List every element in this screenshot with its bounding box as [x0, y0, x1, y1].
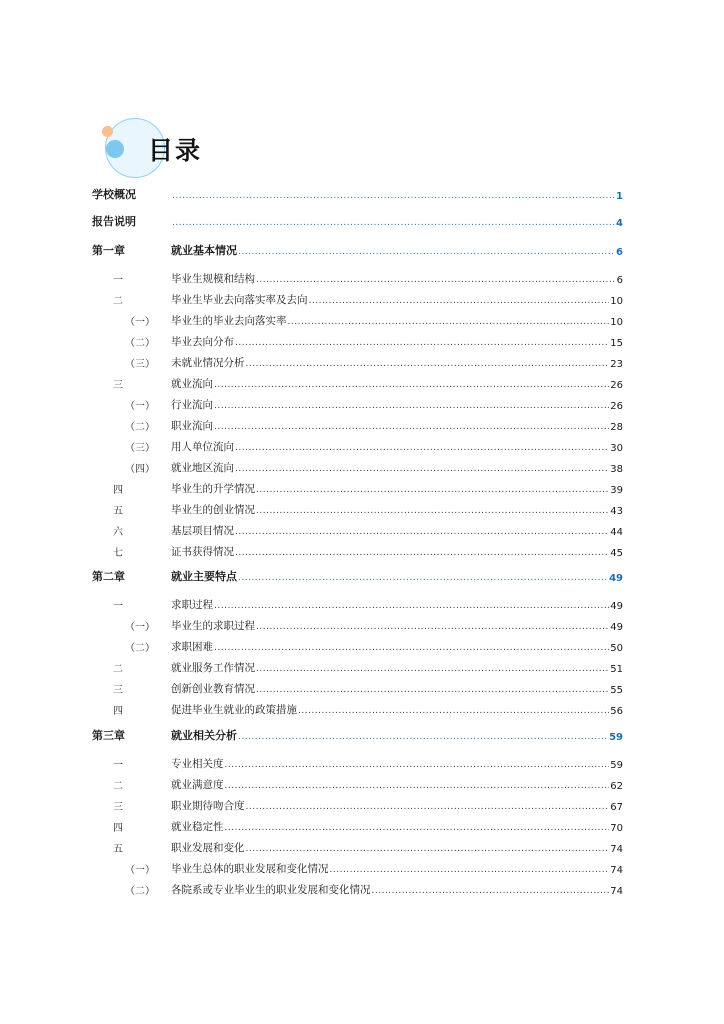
toc-entry[interactable] [92, 839, 623, 855]
toc-entry-body [171, 681, 623, 696]
toc-entry-body [171, 217, 623, 229]
toc-entry-label: 未就业情况分析 [171, 357, 245, 369]
toc-entry-label: 就业基本情况 [171, 244, 237, 257]
toc-entry[interactable] [92, 797, 623, 813]
toc-entry-label: 职业流向 [171, 420, 213, 432]
toc-page-number: 44 [610, 527, 623, 538]
toc-entry-label: 毕业生规模和结构 [171, 273, 255, 285]
toc-page-number: 49 [610, 622, 623, 633]
toc-entry[interactable] [92, 543, 623, 559]
toc-entry-body [171, 840, 623, 855]
toc-entry-label: 基层项目情况 [171, 525, 234, 537]
toc-page-number: 67 [610, 802, 623, 813]
toc-entry-number: （二） [125, 338, 155, 349]
toc-entry-number: 四 [113, 706, 123, 717]
toc-entry-body [171, 271, 623, 286]
toc-entry-label: 证书获得情况 [171, 546, 234, 558]
toc-entry[interactable] [92, 396, 623, 412]
toc-page-number: 26 [610, 380, 623, 391]
toc-page-number: 59 [610, 760, 623, 771]
toc-dot-leader [235, 526, 609, 538]
toc-entry-label: 用人单位流向 [171, 441, 234, 453]
toc-entry-label: 行业流向 [171, 399, 213, 411]
toc-entry-number: 四 [113, 823, 123, 834]
toc-entry-label: 毕业生的升学情况 [171, 483, 255, 495]
toc-entry-body [171, 819, 623, 834]
toc-entry-body [171, 355, 623, 370]
toc-entry-number: 五 [113, 844, 123, 855]
toc-entry[interactable] [92, 596, 623, 612]
toc-entry-label: 职业发展和变化 [171, 842, 245, 854]
toc-entry[interactable] [92, 242, 623, 258]
toc-entry[interactable] [92, 881, 623, 897]
toc-entry[interactable] [92, 860, 623, 876]
toc-page-number: 1 [616, 191, 623, 202]
toc-entry[interactable] [92, 354, 623, 370]
toc-page-number: 10 [610, 317, 623, 328]
toc-page-number: 30 [610, 443, 623, 454]
toc-entry-number: （一） [125, 865, 155, 876]
toc-dot-leader [246, 801, 610, 813]
toc-entry[interactable] [92, 522, 623, 538]
toc-entry-body [171, 882, 623, 897]
toc-dot-leader [214, 421, 609, 433]
toc-entry-body [171, 439, 623, 454]
toc-dot-leader [235, 463, 609, 475]
toc-entry-number: 七 [113, 548, 123, 559]
toc-entry[interactable] [92, 568, 623, 584]
toc-dot-leader [235, 547, 609, 559]
toc-entry-number: （二） [125, 886, 155, 897]
toc-entry-body [171, 292, 623, 307]
toc-page-number: 45 [610, 548, 623, 559]
toc-entry-label: 毕业生毕业去向落实率及去向 [171, 294, 308, 306]
toc-entry-label: 就业满意度 [171, 779, 224, 791]
toc-entry-body [171, 376, 623, 391]
toc-dot-leader [256, 505, 609, 517]
toc-dot-leader [235, 442, 609, 454]
toc-entry-label: 毕业生总体的职业发展和变化情况 [171, 863, 329, 875]
toc-entry[interactable] [92, 312, 623, 328]
toc-entry-number: 第一章 [92, 244, 125, 257]
toc-entry-label: 促进毕业生就业的政策措施 [171, 704, 297, 716]
toc-entry-body [171, 242, 623, 258]
toc-entry-body [171, 568, 623, 584]
toc-dot-leader [256, 621, 609, 633]
toc-entry-label: 就业流向 [171, 378, 213, 390]
toc-entry[interactable] [92, 701, 623, 717]
toc-dot-leader [225, 822, 610, 834]
toc-entry-number: 报告说明 [92, 215, 136, 228]
toc-entry-label: 求职困难 [171, 641, 213, 653]
toc-entry-label: 毕业生的求职过程 [171, 620, 255, 632]
toc-entry-number: （二） [125, 422, 155, 433]
toc-entry-number: 三 [113, 802, 123, 813]
toc-entry-label: 就业服务工作情况 [171, 662, 255, 674]
toc-entry-number: （三） [125, 359, 155, 370]
toc-entry-number: （二） [125, 643, 155, 654]
toc-dot-leader [246, 358, 610, 370]
toc-entry[interactable] [92, 659, 623, 675]
toc-entry-number: 六 [113, 527, 123, 538]
toc-entry-body [171, 418, 623, 433]
toc-entry-label: 毕业去向分布 [171, 336, 234, 348]
toc-page-number: 28 [610, 422, 623, 433]
toc-page-number: 39 [610, 485, 623, 496]
toc-dot-leader [225, 780, 610, 792]
toc-entry-label: 毕业生的创业情况 [171, 504, 255, 516]
toc-dot-leader [256, 274, 616, 286]
toc-entry[interactable] [92, 818, 623, 834]
toc-page-number: 50 [610, 643, 623, 654]
toc-entry-number: 二 [113, 664, 123, 675]
toc-page-number: 49 [610, 601, 623, 612]
toc-entry-body [171, 334, 623, 349]
toc-dot-leader [172, 190, 615, 202]
toc-entry-label: 就业相关分析 [171, 729, 237, 742]
toc-dot-leader [309, 295, 610, 307]
toc-page-number: 56 [610, 706, 623, 717]
toc-entry[interactable] [92, 680, 623, 696]
toc-entry-body [171, 798, 623, 813]
toc-dot-leader [214, 400, 609, 412]
toc-dot-leader [256, 484, 609, 496]
toc-entry-body [171, 618, 623, 633]
toc-entry[interactable] [92, 755, 623, 771]
toc-entry-number: 二 [113, 781, 123, 792]
toc-entry[interactable] [92, 501, 623, 517]
toc-entry-body [171, 460, 623, 475]
toc-page-number: 15 [610, 338, 623, 349]
toc-dot-leader [238, 731, 608, 743]
toc-entry-number: （一） [125, 622, 155, 633]
toc-entry[interactable] [92, 270, 623, 286]
toc-dot-leader [298, 705, 609, 717]
toc-entry-label: 职业期待吻合度 [171, 800, 245, 812]
toc-entry[interactable] [92, 213, 623, 229]
toc-entry-label: 就业地区流向 [171, 462, 234, 474]
toc-entry[interactable] [92, 186, 623, 202]
toc-entry-body [171, 756, 623, 771]
toc-dot-leader [256, 663, 609, 675]
toc-page-number: 43 [610, 506, 623, 517]
toc-page-number: 74 [610, 844, 623, 855]
toc-entry[interactable] [92, 776, 623, 792]
toc-entry-body [171, 660, 623, 675]
toc-entry[interactable] [92, 417, 623, 433]
toc-entry-body [171, 523, 623, 538]
toc-dot-leader [172, 217, 615, 229]
toc-page-number: 74 [610, 865, 623, 876]
toc-page-number: 6 [616, 247, 623, 258]
toc-entry-label: 毕业生的毕业去向落实率 [171, 315, 287, 327]
toc-entry[interactable] [92, 459, 623, 475]
toc-entry-label: 专业相关度 [171, 758, 224, 770]
page-title: 目录 [148, 136, 203, 165]
toc-entry-body [171, 639, 623, 654]
toc-entry-number: 三 [113, 685, 123, 696]
toc-page-number: 4 [616, 218, 623, 229]
toc-entry-body [171, 777, 623, 792]
toc-dot-leader [238, 572, 608, 584]
toc-entry-number: （一） [125, 401, 155, 412]
toc-page-number: 10 [610, 296, 623, 307]
toc-dot-leader [372, 885, 610, 897]
toc-dot-leader [256, 684, 609, 696]
toc-entry-body [171, 861, 623, 876]
toc-entry[interactable] [92, 375, 623, 391]
toc-page-number: 62 [610, 781, 623, 792]
toc-entry-number: 一 [113, 601, 123, 612]
toc-dot-leader [238, 246, 615, 258]
toc-entry-body [171, 313, 623, 328]
toc-entry-body [171, 702, 623, 717]
toc-entry-label: 就业稳定性 [171, 821, 224, 833]
toc-page-number: 6 [616, 275, 623, 286]
toc-dot-leader [235, 337, 609, 349]
toc-entry-number: 五 [113, 506, 123, 517]
toc-dot-leader [288, 316, 610, 328]
toc-entry[interactable] [92, 727, 623, 743]
toc-entry-number: 一 [113, 275, 123, 286]
toc-entry[interactable] [92, 617, 623, 633]
toc-dot-leader [246, 843, 610, 855]
toc-entry[interactable] [92, 291, 623, 307]
toc-entry[interactable] [92, 438, 623, 454]
toc-entry-body [171, 727, 623, 743]
toc-entry-number: 二 [113, 296, 123, 307]
toc-page-number: 59 [609, 732, 623, 743]
toc-entry[interactable] [92, 333, 623, 349]
toc-entry-body [171, 190, 623, 202]
toc-page-number: 55 [610, 685, 623, 696]
toc-dot-leader [214, 600, 609, 612]
toc-entry-number: （四） [125, 464, 155, 475]
toc-page-number: 74 [610, 886, 623, 897]
toc-dot-leader [330, 864, 610, 876]
toc-dot-leader [214, 379, 609, 391]
toc-entry-body [171, 481, 623, 496]
toc-page-number: 38 [610, 464, 623, 475]
toc-dot-leader [225, 759, 610, 771]
toc-page-number: 26 [610, 401, 623, 412]
toc-entry-number: 一 [113, 760, 123, 771]
title-decoration-orange-dot [102, 126, 113, 137]
toc-entry-body [171, 544, 623, 559]
toc-page-number: 49 [609, 573, 623, 584]
toc-page-number: 23 [610, 359, 623, 370]
toc-entry-label: 求职过程 [171, 599, 213, 611]
toc-entry-body [171, 502, 623, 517]
toc-entry-number: 三 [113, 380, 123, 391]
toc-entry-number: 第三章 [92, 729, 125, 742]
toc-entry-number: （一） [125, 317, 155, 328]
toc-entry-label: 各院系或专业毕业生的职业发展和变化情况 [171, 884, 371, 896]
toc-entry-label: 创新创业教育情况 [171, 683, 255, 695]
toc-dot-leader [214, 642, 609, 654]
toc-entry-number: 四 [113, 485, 123, 496]
toc-entry-label: 就业主要特点 [171, 570, 237, 583]
title-decoration-blue-dot [106, 140, 124, 158]
toc-entry-body [171, 597, 623, 612]
toc-page-number: 70 [610, 823, 623, 834]
toc-entry-number: 第二章 [92, 570, 125, 583]
toc-entry[interactable] [92, 638, 623, 654]
toc-entry-number: 学校概况 [92, 188, 136, 201]
toc-page-number: 51 [610, 664, 623, 675]
toc-entry[interactable] [92, 480, 623, 496]
toc-entry-number: （三） [125, 443, 155, 454]
toc-entry-body [171, 397, 623, 412]
